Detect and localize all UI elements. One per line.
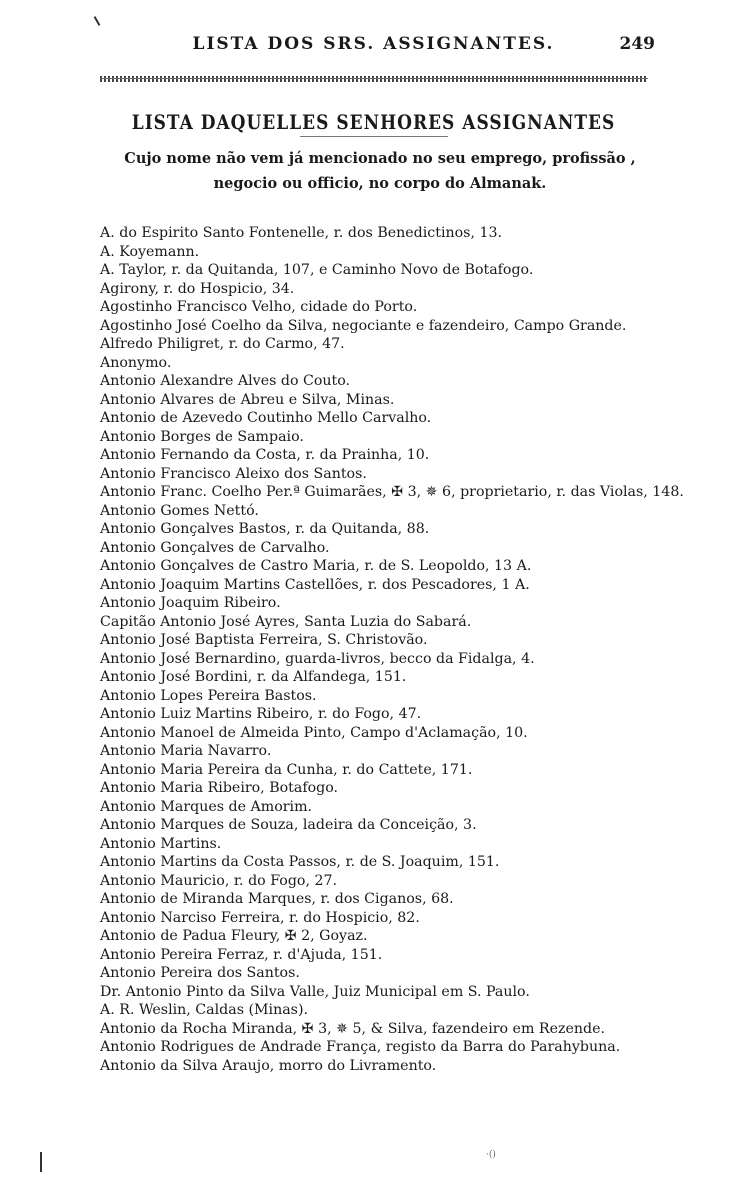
list-entry: Anonymo. — [100, 354, 172, 371]
list-entry: Antonio Pereira dos Santos. — [100, 965, 300, 981]
list-entry: Antonio Joaquim Ribeiro. — [100, 595, 281, 611]
list-entry: Antonio Gomes Nettó. — [100, 502, 259, 519]
subtitle-line-1: Cujo nome não vem já mencionado no seu emprego, profissão , — [124, 150, 636, 167]
subscriber-list — [100, 224, 690, 1075]
list-heading: LISTA DAQUELLES SENHORES ASSIGNANTES — [131, 111, 616, 135]
stray-ink-mark-bottom — [40, 1152, 42, 1172]
list-entry: Agostinho José Coelho da Silva, negociante e fazendeiro, Campo Grande. — [100, 317, 627, 334]
list-entry: Antonio Mauricio, r. do Fogo, 27. — [100, 872, 338, 889]
list-entry: Antonio Manoel de Almeida Pinto, Campo d'Aclamação, 10. — [100, 724, 528, 741]
list-subtitle — [110, 146, 650, 196]
list-entry: Antonio Marques de Souza, ladeira da Conceição, 3. — [100, 817, 477, 833]
list-entry: Agirony, r. do Hospicio, 34. — [100, 280, 295, 297]
stray-ink-mark-top — [94, 16, 101, 26]
list-entry: Antonio José Bernardino, guarda-livros, becco da Fidalga, 4. — [100, 650, 535, 667]
heading-underline — [300, 136, 448, 137]
list-entry: Antonio Borges de Sampaio. — [100, 428, 304, 445]
list-entry: Antonio Gonçalves de Carvalho. — [100, 539, 330, 556]
list-entry: Antonio da Rocha Miranda, ✠ 3, ✵ 5, & Silva, fazendeiro em Rezende. — [100, 1020, 605, 1037]
list-entry: Antonio Fernando da Costa, r. da Prainha, 10. — [100, 447, 430, 463]
list-entry: Antonio Maria Navarro. — [100, 743, 272, 759]
list-entry: Antonio de Azevedo Coutinho Mello Carvalho. — [100, 410, 432, 426]
list-entry: Antonio Gonçalves de Castro Maria, r. de S. Leopoldo, 13 A. — [100, 558, 532, 574]
list-entry: Antonio Franc. Coelho Per.ª Guimarães, ✠ 3, ✵ 6, proprietario, r. das Violas, 148. — [100, 484, 684, 500]
list-entry: Antonio Rodrigues de Andrade França, registo da Barra do Parahybuna. — [100, 1039, 621, 1055]
list-entry: Agostinho Francisco Velho, cidade do Porto. — [100, 299, 418, 315]
list-entry: Alfredo Philigret, r. do Carmo, 47. — [100, 336, 345, 352]
list-entry: Capitão Antonio José Ayres, Santa Luzia do Sabará. — [100, 613, 472, 630]
list-entry: Antonio Marques de Amorim. — [100, 798, 313, 815]
list-entry: Antonio Maria Ribeiro, Botafogo. — [100, 780, 339, 796]
list-entry: Antonio Joaquim Martins Castellões, r. dos Pescadores, 1 A. — [100, 576, 530, 593]
list-entry: A. Koyemann. — [100, 243, 200, 260]
list-entry: Antonio de Padua Fleury, ✠ 2, Goyaz. — [100, 928, 368, 944]
list-entry: Dr. Antonio Pinto da Silva Valle, Juiz Municipal em S. Paulo. — [100, 983, 530, 1000]
list-entry: Antonio Narciso Ferreira, r. do Hospicio, 82. — [100, 909, 420, 926]
list-entry: Antonio Martins. — [100, 835, 222, 852]
list-entry: A. Taylor, r. da Quitanda, 107, e Caminho Novo de Botafogo. — [100, 262, 534, 278]
list-entry: A. R. Weslin, Caldas (Minas). — [100, 1002, 309, 1018]
list-entry: Antonio Lopes Pereira Bastos. — [100, 687, 317, 704]
list-entry: Antonio Luiz Martins Ribeiro, r. do Fogo, 47. — [100, 706, 422, 722]
footer-marks: ·() — [486, 1150, 496, 1160]
list-entry: Antonio José Baptista Ferreira, S. Christovão. — [100, 632, 428, 648]
list-entry: Antonio Alexandre Alves do Couto. — [100, 373, 351, 389]
list-entry: Antonio Pereira Ferraz, r. d'Ajuda, 151. — [100, 946, 383, 963]
page-number: 249 — [619, 34, 655, 54]
subtitle-line-2: negocio ou officio, no corpo do Almanak. — [213, 175, 547, 192]
list-entry: Antonio Gonçalves Bastos, r. da Quitanda, 88. — [100, 521, 430, 537]
ornamental-rule — [100, 76, 648, 82]
list-entry: Antonio Maria Pereira da Cunha, r. do Cattete, 171. — [100, 761, 473, 778]
running-header — [0, 34, 747, 58]
list-entry: Antonio Martins da Costa Passos, r. de S. Joaquim, 151. — [100, 854, 500, 870]
running-title: LISTA DOS SRS. ASSIGNANTES. — [192, 34, 555, 54]
list-entry: Antonio José Bordini, r. da Alfandega, 151. — [100, 669, 407, 685]
list-entry: A. do Espirito Santo Fontenelle, r. dos Benedictinos, 13. — [100, 225, 503, 241]
list-entry: Antonio Alvares de Abreu e Silva, Minas. — [100, 391, 395, 408]
list-entry: Antonio de Miranda Marques, r. dos Ciganos, 68. — [100, 891, 454, 907]
list-entry: Antonio da Silva Araujo, morro do Livramento. — [100, 1057, 437, 1074]
list-entry: Antonio Francisco Aleixo dos Santos. — [100, 465, 367, 482]
